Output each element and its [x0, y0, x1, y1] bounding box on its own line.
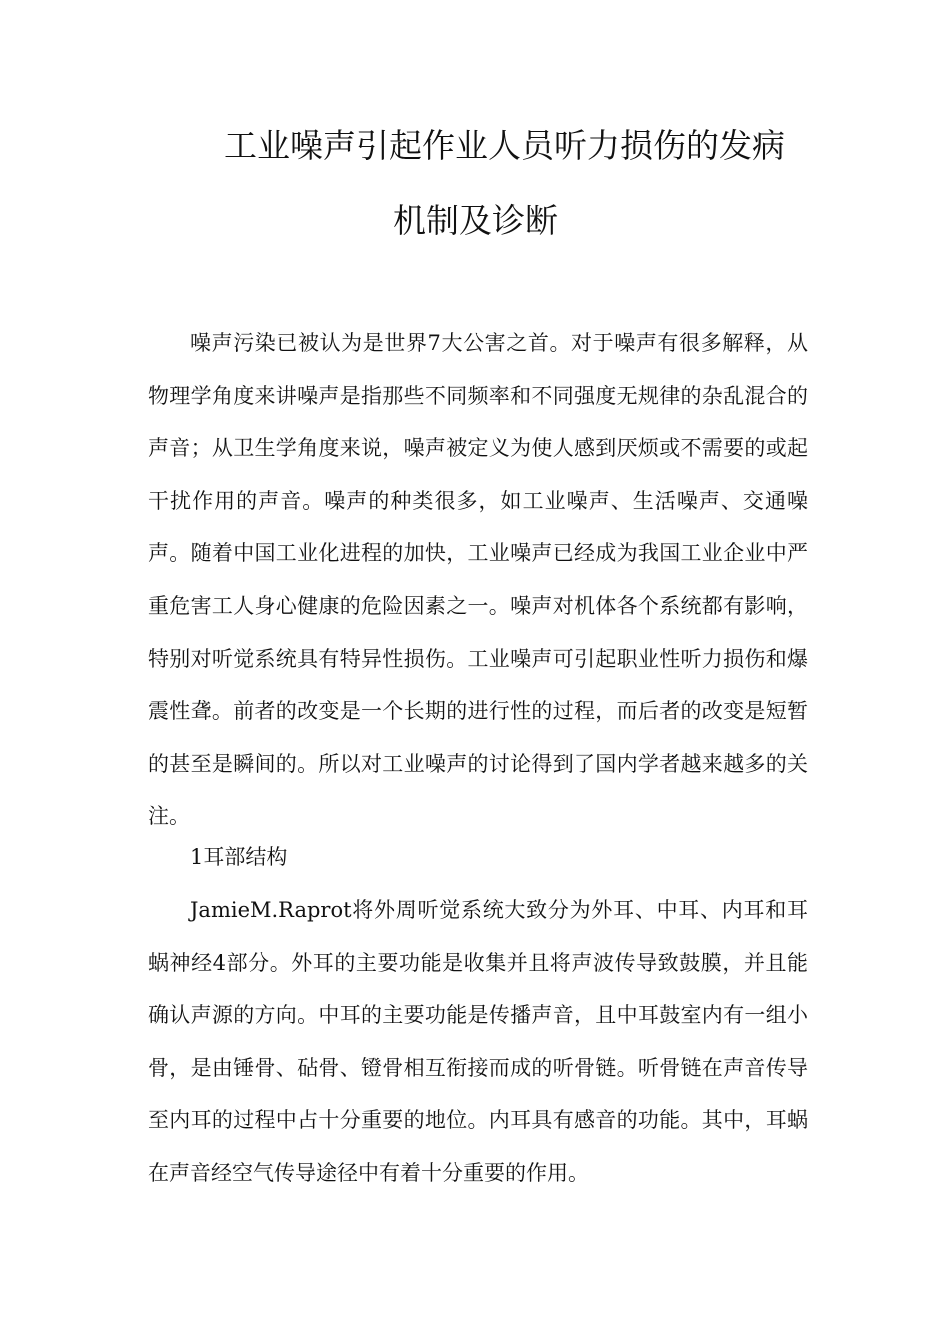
paragraph-ear-structure: JamieM.Raprot将外周听觉系统大致分为外耳、中耳、内耳和耳蜗神经4部分。外耳的主要功能是收集并且将声波传导致鼓膜，并且能确认声源的方向。中耳的主要功能是传播声音，且中耳鼓室内有一组小骨，是由锤骨、砧骨、镫骨相互衔接而成的听骨链。听骨链在声音传导至内耳的过程中占十分重要的地位。内耳具有感音的功能。其中，耳蜗在声音经空气传导途径中有着十分重要的作用。 — [148, 898, 808, 1185]
document-title-line-2: 机制及诊断 — [393, 201, 558, 240]
paragraph-intro: 噪声污染已被认为是世界7大公害之首。对于噪声有很多解释，从物理学角度来讲噪声是指那些不同频率和不同强度无规律的杂乱混合的声音；从卫生学角度来说，噪声被定义为使人感到厌烦或不需要的或起干扰作用的声音。噪声的种类很多，如工业噪声、生活噪声、交通噪声。随着中国工业化进程的加快，工业噪声已经成为我国工业企业中严重危害工人身心健康的危险因素之一。噪声对机体各个系统都有影响，特别对听觉系统具有特异性损伤。工业噪声可引起职业性听力损伤和爆震性聋。前者的改变是一个长期的进行性的过程，而后者的改变是短暂的甚至是瞬间的。所以对工业噪声的讨论得到了国内学者越来越多的关注。 — [148, 331, 808, 829]
section-heading-ear-structure: 1耳部结构 — [190, 845, 288, 869]
document-title-line-1: 工业噪声引起作业人员听力损伤的发病 — [224, 126, 785, 165]
